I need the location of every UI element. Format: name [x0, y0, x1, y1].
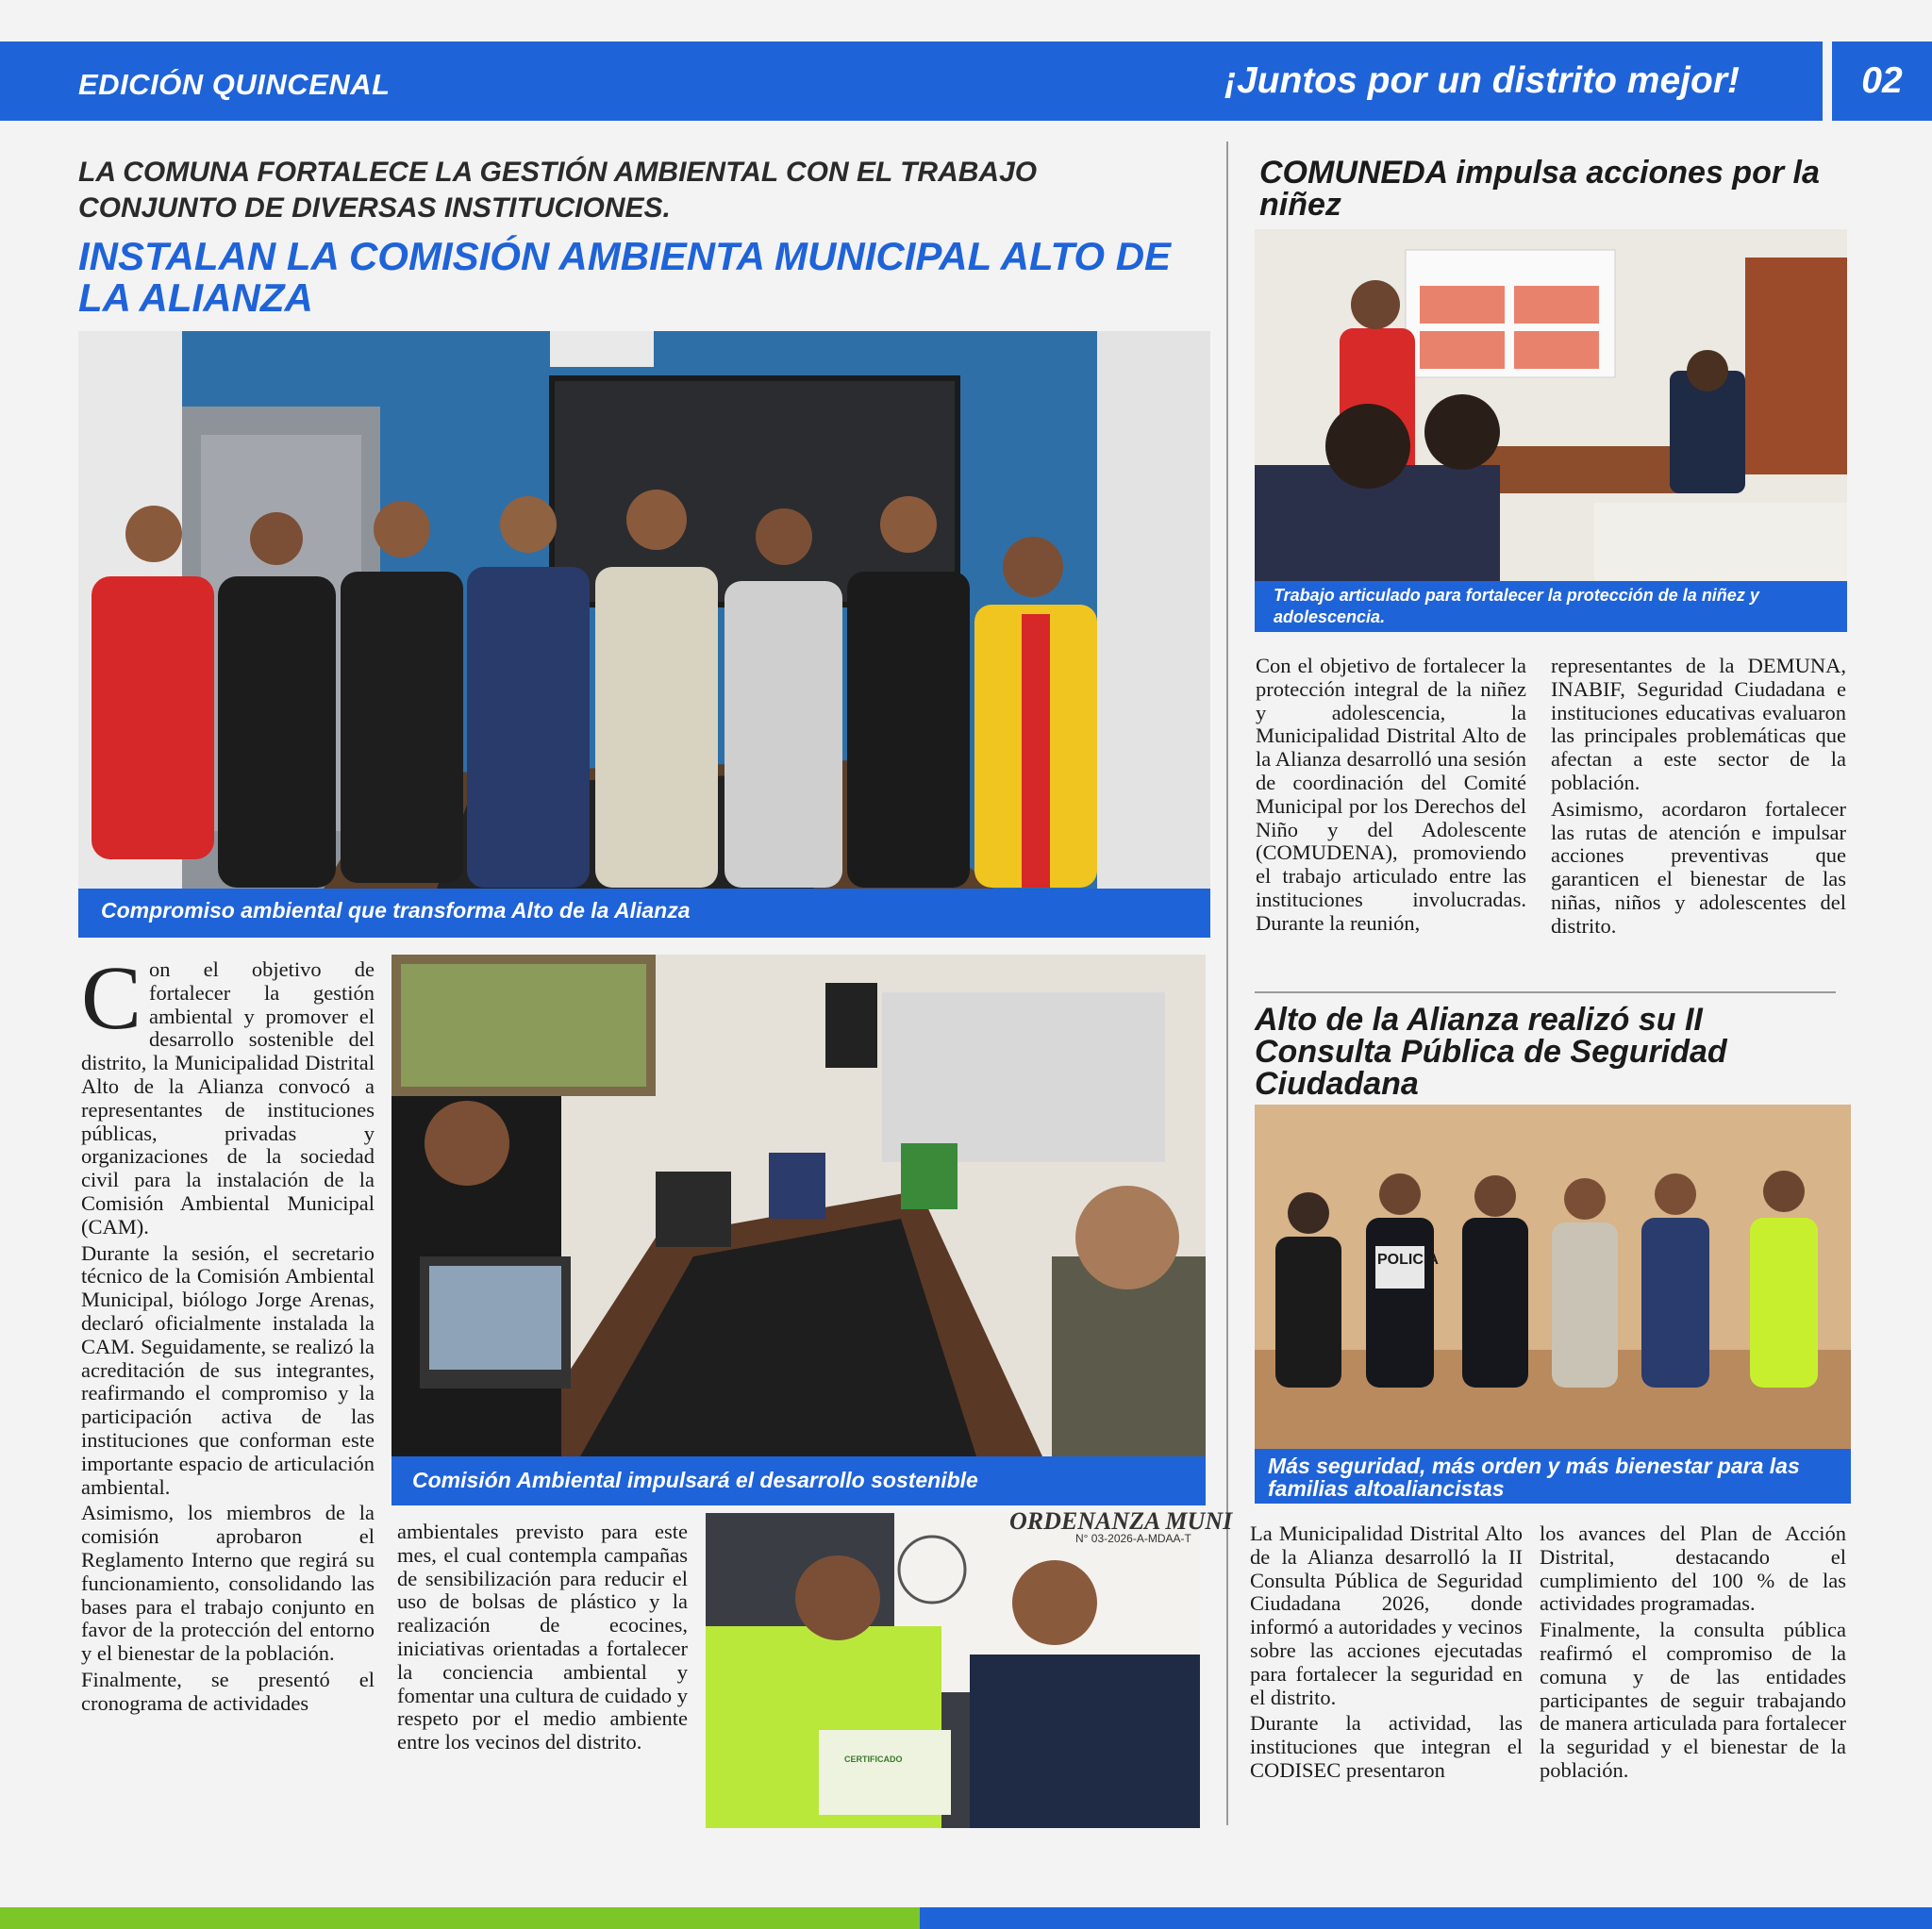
main-headline: INSTALAN LA COMISIÓN AMBIENTA MUNICIPAL ALTO DE LA ALIANZA	[78, 234, 1172, 320]
photo-security	[1255, 1105, 1851, 1449]
main-paragraph-4: Finalmente, se presentó el cronograma de actividades	[81, 1667, 375, 1715]
certificate-label: CERTIFICADO	[844, 1754, 903, 1764]
photo-security-caption: Más seguridad, más orden y más bienestar para las familias altoaliancistas	[1255, 1449, 1851, 1504]
main-paragraph-5: ambientales previsto para este mes, el cual contempla campañas de sensibilización para reducir el uso de bolsas de plástico y la realización de ecocines, iniciativas orientadas a fortalecer la conciencia ambiental y fomentar una cultura de cuidado y respeto por el medio ambiente entre los vecinos del distrito.	[397, 1520, 689, 1754]
security-paragraph-1: La Municipalidad Distrital Alto de la Alianza desarrolló la II Consulta Pública de Seguridad Ciudadana 2026, donde informó a autoridades y vecinos sobre las acciones ejecutadas para fortalecer la seguridad en el distrito.	[1250, 1522, 1523, 1709]
photo-security-image	[1255, 1105, 1851, 1449]
comudena-column-2	[1551, 655, 1846, 941]
column-divider	[1226, 141, 1228, 1825]
certificate-title: ORDENANZA MUNI	[1009, 1507, 1233, 1535]
photo-certificate-image	[706, 1513, 1200, 1828]
photo-comudena-caption: Trabajo articulado para fortalecer la protección de la niñez y adolescencia.	[1255, 581, 1847, 632]
photo-group-environment-image	[78, 331, 1210, 889]
footer-bar-green	[0, 1907, 920, 1929]
comudena-headline-bold: COMUNEDA	[1259, 155, 1447, 191]
slogan: ¡Juntos por un distrito mejor!	[1224, 60, 1740, 101]
main-article-column-2	[397, 1521, 688, 1757]
photo-meeting	[391, 955, 1206, 1456]
footer-bar-blue	[920, 1907, 1932, 1929]
edition-label: EDICIÓN QUINCENAL	[78, 68, 391, 101]
security-paragraph-3: los avances del Plan de Acción Distrital, destacando el cumplimiento del 100 % de las actividades programadas.	[1540, 1522, 1846, 1616]
photo-group-environment-caption: Compromiso ambiental que transforma Alto de la Alianza	[78, 889, 1210, 938]
security-column-1	[1250, 1522, 1523, 1786]
photo-comudena-image	[1255, 229, 1847, 581]
comudena-headline-rest: impulsa acciones por la niñez	[1259, 155, 1820, 223]
comudena-headline	[1259, 157, 1835, 221]
photo-comudena	[1255, 229, 1847, 581]
photo-meeting-caption: Comisión Ambiental impulsará el desarrollo sostenible	[391, 1456, 1206, 1505]
main-article-column-1	[81, 947, 375, 1719]
photo-meeting-image	[391, 955, 1206, 1456]
security-paragraph-2: Durante la actividad, las instituciones que integran el CODISEC presentaron	[1250, 1711, 1523, 1782]
vest-label: POLICIA	[1377, 1252, 1439, 1268]
main-paragraph-2: Durante la sesión, el secretario técnico de la Comisión Ambiental Municipal, biólogo Jorge Arenas, declaró oficialmente instalada la CAM. Seguidamente, se realizó la acreditación de sus integrantes, reafirmando el compromiso y la participación activa de las instituciones que conforman este importante espacio de articulación ambiental.	[81, 1240, 375, 1499]
photo-certificate	[706, 1513, 1200, 1828]
comudena-paragraph-2: representantes de la DEMUNA, INABIF, Seguridad Ciudadana e instituciones educativas evaluaron las principales problemáticas que afectan a este sector de la población.	[1551, 654, 1846, 794]
comudena-paragraph-1: Con el objetivo de fortalecer la protección integral de la niñez y adolescencia, la Municipalidad Distrital Alto de la Alianza desarrolló una sesión de coordinación del Comité Municipal por los Derechos del Niño y del Adolescente (COMUDENA), promoviendo el trabajo articulado entre las instituciones involucradas. Durante la reunión,	[1256, 654, 1526, 935]
certificate-number: N° 03-2026-A-MDAA-T	[1075, 1532, 1191, 1545]
security-paragraph-4: Finalmente, la consulta pública reafirmó el compromiso de la comuna y de las entidades participantes de seguir trabajando de manera articulada para fortalecer la seguridad y el bienestar de la población.	[1540, 1618, 1846, 1782]
comudena-column-1	[1256, 655, 1526, 939]
comudena-paragraph-3: Asimismo, acordaron fortalecer las rutas de atención e impulsar acciones preventivas que garanticen el bienestar de las niñas, niños y adolescentes del distrito.	[1551, 796, 1846, 938]
photo-group-environment	[78, 331, 1210, 889]
security-headline: Alto de la Alianza realizó su II Consulta Pública de Seguridad Ciudadana	[1255, 1002, 1727, 1102]
main-paragraph-1: on el objetivo de fortalecer la gestión ambiental y promover el desarrollo sostenible del distrito, la Municipalidad Distrital Alto de la Alianza convocó a representantes de instituciones públicas, privadas y organizaciones de la sociedad civil para la instalación de la Comisión Ambiental Municipal (CAM).	[81, 957, 375, 1239]
dropcap: C	[81, 947, 142, 1048]
main-paragraph-3: Asimismo, los miembros de la comisión aprobaron el Reglamento Interno que regirá su funcionamiento, consolidando las bases para el trabajo conjunto en favor de la protección del entorno y el bienestar de la población.	[81, 1501, 375, 1666]
main-kicker: LA COMUNA FORTALECE LA GESTIÓN AMBIENTAL CON EL TRABAJO CONJUNTO DE DIVERSAS INSTITUCIONES.	[78, 157, 1038, 224]
security-column-2	[1540, 1522, 1846, 1786]
page-number: 02	[1861, 60, 1903, 101]
article-divider	[1255, 991, 1836, 993]
